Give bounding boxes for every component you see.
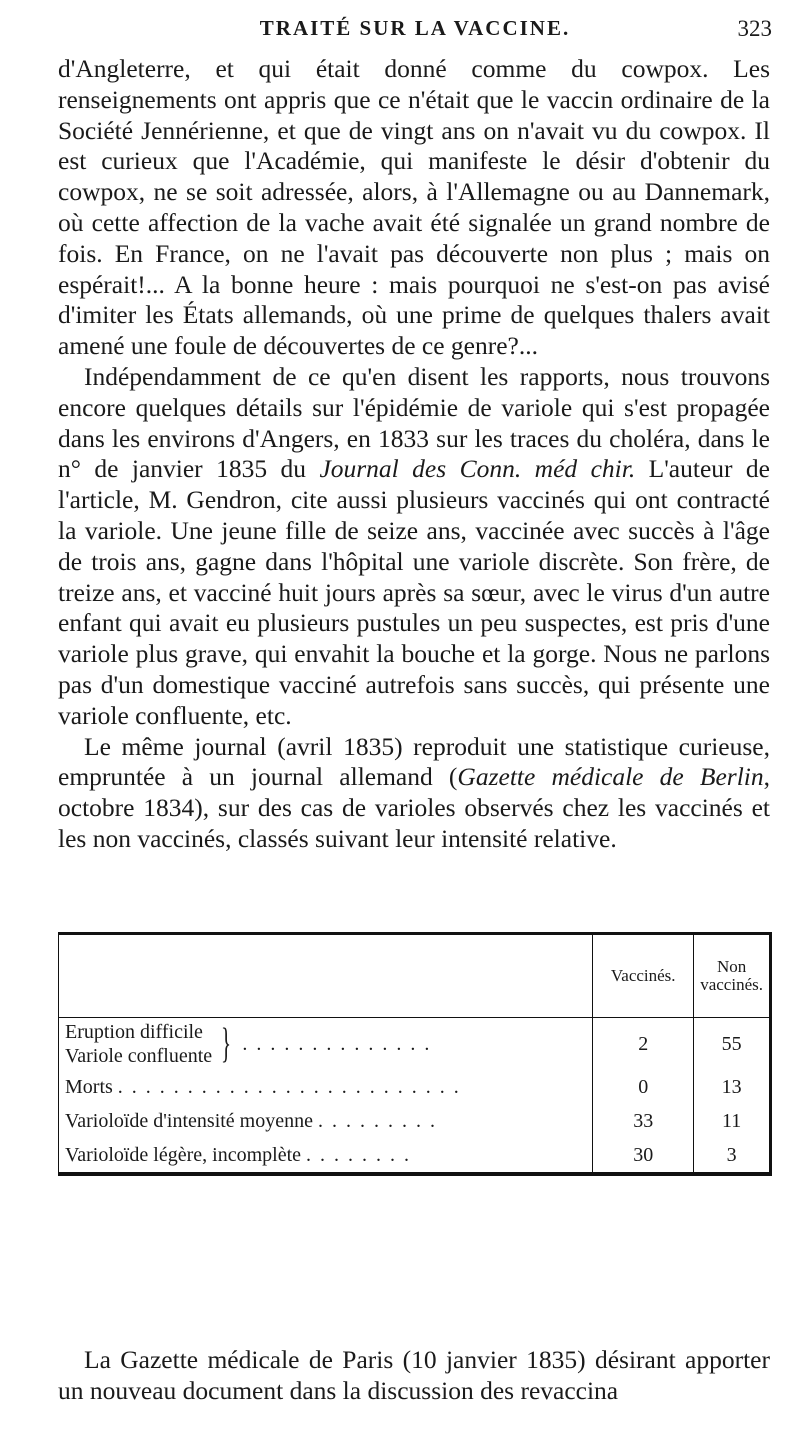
italic-citation: Journal des Conn. méd chir.: [319, 454, 636, 484]
italic-citation: Gazette médicale de Berlin: [457, 762, 764, 792]
table-row: [59, 1104, 769, 1138]
cell-non-vaccines: 3: [694, 1138, 769, 1172]
leader-dots: . . . . . . . . . . . . . .: [242, 1033, 432, 1055]
text-segment: L'auteur de l'article, M. Gendron, cite aussi plusieurs vaccinés qui ont contracté la variole. Une jeune fille de seize ans, vaccinée avec succès à l'âge de trois ans, gagne dans l'hôpital une variole discrète. Son frère, de treize ans, et vacciné huit jours après sa sœur, avec le virus d'un autre enfant qui avait eu plusieurs pustules un peu suspectes, est pris d'une variole plus grave, qui envahit la bouche et la gorge. Nous ne parlons pas d'un domestique vacciné autrefois sans succès, qui présente une variole confluente, etc.: [58, 454, 771, 730]
paragraph-4: La Gazette médicale de Paris (10 janvier 1835) désirant apporter un nouveau document dans la discussion des revaccina: [58, 1345, 770, 1405]
paragraph-1: [58, 54, 770, 362]
header-non-vaccines: Non vaccinés.: [694, 935, 769, 1018]
table-body: [59, 1018, 769, 1173]
brace-symbol: }: [221, 1021, 232, 1067]
text-segment: Le même journal (avril 1835) reproduit une statistique curieuse, empruntée à un journal allemand (: [58, 731, 770, 792]
cell-non-vaccines: 55: [694, 1018, 769, 1071]
leader-dots: . . . . . . . . .: [318, 1110, 437, 1132]
row-label: [59, 1138, 593, 1172]
page-number: 323: [737, 16, 772, 41]
row-label: [59, 1104, 593, 1138]
leader-dots: . . . . . . . . . . . . . . . . . . . . . . . . .: [117, 1076, 461, 1098]
row-label-text: Varioloïde légère, incomplète: [65, 1144, 307, 1166]
text-segment: , octobre 1834), sur des cas de varioles observés chez les vaccinés et les non vaccinés, classés suivant leur intensité relative.: [58, 762, 770, 853]
row-label-line: Variole confluente: [65, 1045, 213, 1067]
row-label: [59, 1018, 593, 1071]
cell-vaccines: 33: [593, 1104, 694, 1138]
table-row: [59, 1070, 769, 1104]
row-label: [59, 1070, 593, 1104]
table-row: [59, 1138, 769, 1172]
row-label-line: Eruption difficile: [65, 1021, 203, 1043]
cell-non-vaccines: 13: [694, 1070, 769, 1104]
row-label-text: Varioloïde d'intensité moyenne: [65, 1110, 318, 1132]
table-row: [59, 1018, 769, 1071]
statistics-table: [58, 932, 772, 1176]
paragraph-2: [58, 362, 770, 732]
row-label-text: Morts: [65, 1076, 118, 1098]
running-title: TRAITÉ SUR LA VACCINE.: [259, 16, 571, 40]
body-text: [58, 54, 770, 855]
page-header: [58, 16, 772, 50]
cell-non-vaccines: 11: [694, 1104, 769, 1138]
table-header-blank: [59, 935, 593, 1018]
paragraph-3: [58, 732, 770, 855]
leader-dots: . . . . . . . .: [306, 1144, 412, 1166]
cell-vaccines: 2: [593, 1018, 694, 1071]
cell-vaccines: 30: [593, 1138, 694, 1172]
text-segment: d'Angleterre, et qui était donné comme du cowpox. Les renseignements ont appris que ce n'était que le vaccin ordinaire de la Société Jennérienne, et que de vingt ans on n'avait vu du cowpox. Il est curieux que l'Académie, qui manifeste le désir d'obtenir du cowpox, ne se soit adressée, alors, à l'Allemagne ou au Dannemark, où cette affection de la vache avait été signalée un grand nombre de fois. En France, on ne l'avait pas découverte non plus ; mais on espérait!... A la bonne heure : mais pourquoi ne s'est-on pas avisé d'imiter les États allemands, où une prime de quelques thalers avait amené une foule de découvertes de ce genre?...: [58, 54, 770, 361]
text-segment: Indépendamment de ce qu'en disent les rapports, nous trouvons encore quelques détails sur l'épidémie de variole qui s'est propagée dans les environs d'Angers, en 1833 sur les traces du choléra, dans le n° de janvier 1835 du: [58, 361, 770, 484]
header-vaccines: Vaccinés.: [593, 935, 694, 1018]
footer-text: [58, 1345, 770, 1407]
cell-vaccines: 0: [593, 1070, 694, 1104]
